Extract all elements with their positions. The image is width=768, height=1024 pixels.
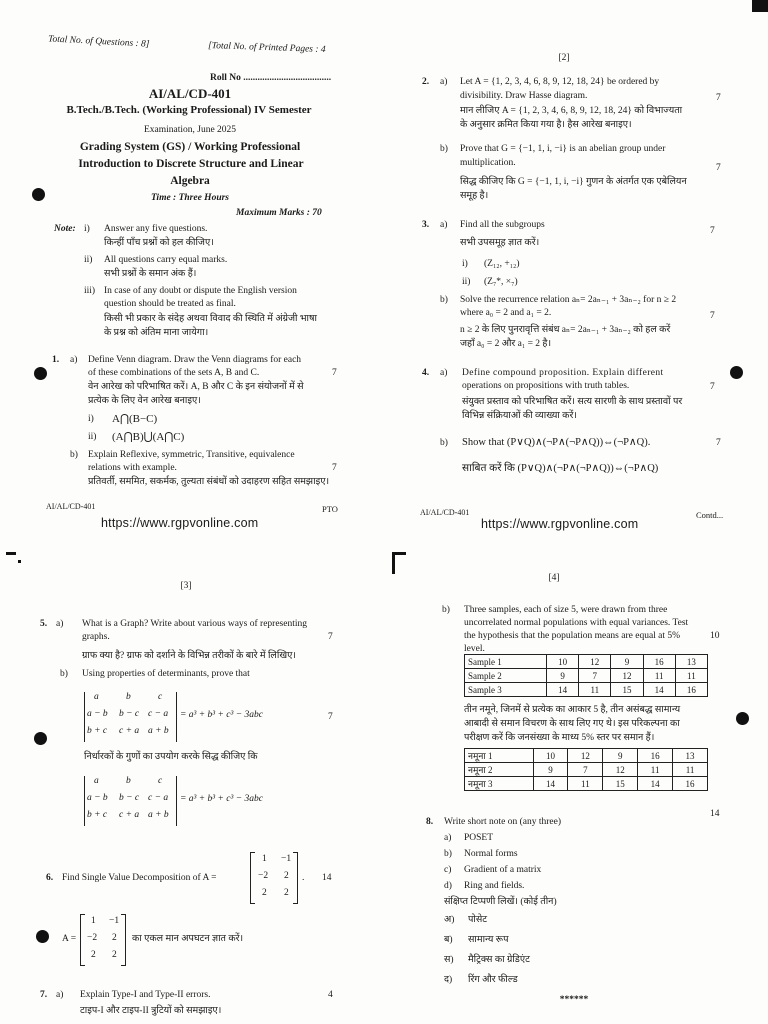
table-cell: 11 (579, 683, 611, 697)
q1a-text-1: Define Venn diagram. Draw the Venn diagrams for each (88, 355, 302, 365)
table-cell: 11 (568, 777, 603, 791)
table-cell: 14 (533, 777, 568, 791)
q2b-hindi-2: समूह है। (460, 191, 489, 201)
table-cell: 12 (603, 763, 638, 777)
q3a-label: a) (440, 220, 448, 230)
q8-item-b: Normal forms (464, 849, 518, 859)
q3a-sub-ii-group: (Z₇*, ×₇) (484, 277, 518, 287)
matrix-cell: 2 (262, 888, 267, 898)
table-cell: 7 (568, 763, 603, 777)
q1b-text-2: relations with example. (88, 463, 177, 473)
q2b-text-2: multiplication. (460, 158, 516, 168)
table-cell: 12 (568, 749, 603, 763)
grading-system: Grading System (GS) / Working Professional (79, 141, 301, 153)
total-questions: Total No. of Questions : 8] (47, 34, 150, 50)
table-cell: 15 (603, 777, 638, 791)
q2b-text-1: Prove that G = {−1, 1, i, −i} is an abelian group under (460, 144, 666, 154)
det-cell: b + c (87, 810, 108, 820)
q3b-label: b) (440, 295, 448, 305)
note-3-num: iii) (84, 286, 96, 296)
q1a-sub-ii-expression: (A⋂B)⋃(A⋂C) (112, 431, 185, 443)
det-cell: c − a (148, 793, 169, 803)
q4a-text-1: Define compound proposition. Explain different (462, 368, 664, 378)
q2-number: 2. (422, 77, 430, 87)
q6-hindi: का एकल मान अपघटन ज्ञात करें। (132, 934, 244, 944)
table-cell: नमूना 2 (465, 763, 534, 777)
subject-line-1: Introduction to Discrete Structure and Linear (78, 158, 304, 170)
table-cell: 14 (547, 683, 579, 697)
q2b-hindi-1: सिद्ध कीजिए कि G = {−1, 1, i, −i} गुणन के अंतर्गत एक एबेलियन (460, 177, 687, 187)
q3a-sub-i-label: i) (462, 259, 468, 269)
table-cell: 14 (638, 777, 673, 791)
q4a-label: a) (440, 368, 448, 378)
matrix-a (250, 852, 298, 904)
note-1-en: Answer any five questions. (104, 224, 208, 234)
q8-item-c: Gradient of a matrix (464, 865, 542, 875)
footer-url[interactable]: https://www.rgpvonline.com (101, 516, 259, 530)
table-cell: 12 (611, 669, 643, 683)
paper-code: AI/AL/CD-401 (148, 86, 232, 101)
det-cell: b (126, 692, 131, 702)
q5a-label: a) (56, 619, 64, 629)
q2a-text-2: divisibility. Draw Hasse diagram. (460, 91, 588, 101)
q7-number: 7. (40, 990, 48, 1000)
table-row (465, 669, 708, 683)
scan-edge-mark (6, 552, 16, 555)
matrix-cell: 2 (91, 950, 96, 960)
q8-hindi: संक्षिप्त टिप्पणी लिखें। (कोई तीन) (444, 897, 557, 907)
matrix-cell: 1 (91, 916, 96, 926)
table-cell: 11 (643, 669, 675, 683)
q5a-marks: 7 (328, 632, 333, 642)
q2a-marks: 7 (716, 93, 721, 103)
footer-contd: Contd... (696, 510, 724, 520)
q3a-hindi: सभी उपसमूह ज्ञात करें। (460, 238, 540, 248)
q5b-label: b) (60, 669, 68, 679)
subject-line-2: Algebra (170, 175, 210, 187)
footer-paper-code: AI/AL/CD-401 (420, 508, 470, 517)
q8-number: 8. (426, 817, 434, 827)
table-cell: 13 (675, 655, 707, 669)
table-cell: 9 (533, 763, 568, 777)
matrix-cell: −2 (258, 871, 269, 881)
note-3-hi-1: किसी भी प्रकार के संदेह अथवा विवाद की स्थिति में अंग्रेजी भाषा (104, 314, 317, 324)
det-cell: c + a (119, 726, 140, 736)
course-title: B.Tech./B.Tech. (Working Professional) IV Semester (66, 104, 312, 116)
table-row (465, 683, 708, 697)
table-cell: 13 (673, 749, 708, 763)
q5a-text-2: graphs. (82, 632, 110, 642)
q1b-label: b) (70, 450, 78, 460)
determinant (84, 692, 176, 742)
table-cell: 12 (579, 655, 611, 669)
page-number: [3] (180, 581, 192, 591)
table-cell: 7 (579, 669, 611, 683)
q3a-sub-i-group: (Z₁₂, +₁₂) (484, 259, 520, 269)
det-cell: a + b (148, 726, 169, 736)
table-row (465, 655, 708, 669)
q8-item-c-label: c) (444, 865, 452, 875)
q8-hindi-item-b: सामान्य रूप (468, 935, 509, 945)
table-cell: 16 (638, 749, 673, 763)
q5b-marks: 7 (328, 712, 333, 722)
table-cell: नमूना 1 (465, 749, 534, 763)
q3a-text: Find all the subgroups (460, 220, 545, 230)
table-cell: 9 (603, 749, 638, 763)
q1a-sub-i-expression: A⋂(B−C) (112, 413, 158, 425)
time-allowed: Time : Three Hours (150, 193, 230, 203)
sample-data-table-hindi (464, 748, 708, 791)
punch-hole-mark (36, 930, 49, 943)
sample-data-table (464, 654, 708, 697)
det-cell: a − b (87, 709, 108, 719)
page-number: [4] (548, 573, 560, 583)
q3b-marks: 7 (710, 311, 715, 321)
q4b-label: b) (440, 438, 448, 448)
table-cell: नमूना 3 (465, 777, 534, 791)
table-cell: 10 (533, 749, 568, 763)
q7a-label: a) (56, 990, 64, 1000)
scan-edge-mark (392, 552, 395, 574)
table-cell: 15 (611, 683, 643, 697)
q7b-text-4: level. (464, 644, 485, 654)
table-cell: Sample 2 (465, 669, 547, 683)
matrix-cell: −1 (109, 916, 120, 926)
q4b-text: Show that (P∨Q)∧(¬P∧(¬P∧Q))⇔(¬P∧Q). (462, 437, 651, 448)
end-of-paper-mark: ****** (559, 995, 589, 1005)
q2b-label: b) (440, 144, 448, 154)
punch-hole-mark (34, 367, 47, 380)
det-cell: a − b (87, 793, 108, 803)
q8-hindi-item-c: मैट्रिक्स का ग्रेडिएंट (468, 955, 530, 965)
q1a-text-2: of these combinations of the sets A, B and C. (88, 368, 260, 378)
det-cell: b (126, 776, 131, 786)
det-cell: c + a (119, 810, 140, 820)
table-cell: Sample 1 (465, 655, 547, 669)
matrix-cell: −1 (281, 854, 292, 864)
note-3-hi-2: के प्रश्न को अंतिम माना जायेगा। (104, 328, 209, 338)
table-cell: 9 (547, 669, 579, 683)
q2a-text-1: Let A = {1, 2, 3, 4, 6, 8, 9, 12, 18, 24} be ordered by (460, 77, 660, 87)
note-2-hi: सभी प्रश्नों के समान अंक हैं। (104, 269, 197, 279)
q5a-hindi: ग्राफ क्या है? ग्राफ को दर्शाने के विभिन्न तरीकों के बारे में लिखिए। (82, 651, 296, 661)
q8-item-d-label: d) (444, 881, 452, 891)
q7a-hindi: टाइप-I और टाइप-II त्रुटियों को समझाइए। (80, 1006, 222, 1016)
table-cell: 11 (638, 763, 673, 777)
matrix-cell: 1 (262, 854, 267, 864)
det-cell: c − a (148, 709, 169, 719)
table-row (465, 777, 708, 791)
exam-page-1 (0, 0, 384, 540)
q7b-marks: 10 (710, 631, 720, 641)
q4a-marks: 7 (710, 382, 715, 392)
q2a-label: a) (440, 77, 448, 87)
exam-page-4 (384, 540, 768, 1024)
q3-number: 3. (422, 220, 430, 230)
table-cell: 9 (611, 655, 643, 669)
table-cell: 16 (643, 655, 675, 669)
q6-hindi-prefix: A = (62, 934, 77, 944)
note-2-en: All questions carry equal marks. (104, 255, 228, 265)
q1a-marks: 7 (332, 368, 337, 378)
matrix-cell: 2 (284, 888, 289, 898)
det-cell: c (158, 776, 163, 786)
q7b-text-2: uncorrelated normal populations with equal variances. Test (464, 618, 689, 628)
q4-number: 4. (422, 368, 430, 378)
footer-paper-code: AI/AL/CD-401 (46, 502, 96, 511)
q7b-hindi-1: तीन नमूने, जिनमें से प्रत्येक का आकार 5 है, तीन असंबद्ध सामान्य (464, 705, 681, 715)
q8-item-d: Ring and fields. (464, 881, 525, 891)
q1a-sub-i-label: i) (88, 414, 94, 424)
q8-hindi-item-b-label: ब) (444, 935, 453, 945)
q8-hindi-item-c-label: स) (444, 955, 454, 965)
q5b-hindi: निर्धारकों के गुणों का उपयोग करके सिद्ध कीजिए कि (84, 752, 258, 762)
det-cell: b − c (119, 793, 140, 803)
det-cell: b + c (87, 726, 108, 736)
q1b-text-1: Explain Reflexive, symmetric, Transitive, equivalence (88, 450, 295, 460)
matrix-cell: −2 (87, 933, 98, 943)
q8-item-a: POSET (464, 833, 494, 843)
punch-hole-mark (32, 188, 45, 201)
note-1-hi: किन्हीं पाँच प्रश्नों को हल कीजिए। (104, 238, 214, 248)
scan-edge-mark (18, 560, 21, 563)
q8-hindi-item-d-label: द) (444, 975, 453, 985)
q5-number: 5. (40, 619, 48, 629)
punch-hole-mark (34, 732, 47, 745)
table-cell: 10 (547, 655, 579, 669)
det-cell: a + b (148, 810, 169, 820)
q4b-marks: 7 (716, 438, 721, 448)
q3b-text-1: Solve the recurrence relation aₙ= 2aₙ₋₁ + 3aₙ₋₂ for n ≥ 2 (460, 295, 677, 305)
scan-edge-mark (752, 0, 768, 12)
determinant-hindi (84, 776, 176, 826)
q6-marks: 14 (322, 873, 332, 883)
scan-edge-mark (392, 552, 406, 555)
table-row (465, 749, 708, 763)
table-cell: Sample 3 (465, 683, 547, 697)
determinant-rhs: = a³ + b³ + c³ − 3abc (180, 710, 263, 720)
q3a-sub-ii-label: ii) (462, 277, 471, 287)
q1b-marks: 7 (332, 463, 337, 473)
q8-item-a-label: a) (444, 833, 452, 843)
det-cell: a (94, 692, 99, 702)
note-2-num: ii) (84, 255, 93, 265)
matrix-cell: 2 (112, 933, 117, 943)
matrix-cell: 2 (284, 871, 289, 881)
page-number: [2] (558, 53, 570, 63)
footer-url[interactable]: https://www.rgpvonline.com (481, 517, 639, 531)
exam-session: Examination, June 2025 (143, 125, 237, 135)
q7b-text-1: Three samples, each of size 5, were drawn from three (464, 605, 668, 615)
table-cell: 11 (675, 669, 707, 683)
q3b-hindi-2: जहाँ a₀ = 2 और a₁ = 2 है। (460, 339, 552, 349)
q3a-marks: 7 (710, 226, 715, 236)
table-cell: 16 (673, 777, 708, 791)
q8-item-b-label: b) (444, 849, 452, 859)
max-marks: Maximum Marks : 70 (236, 208, 322, 218)
matrix-cell: 2 (112, 950, 117, 960)
q2a-hindi-1: मान लीजिए A = {1, 2, 3, 4, 6, 8, 9, 12, 18, 24} को विभाज्यता (460, 106, 683, 116)
q1a-hindi-1: वेन आरेख को परिभाषित करें। A, B और C के इन संयोजनों में से (88, 382, 304, 392)
q7b-label: b) (442, 605, 450, 615)
det-cell: c (158, 692, 163, 702)
q4a-hindi-2: विभिन्न संक्रियाओं की व्याख्या करें। (462, 411, 577, 421)
q6-number: 6. (46, 873, 54, 883)
footer-pto: PTO (322, 504, 338, 514)
q8-hindi-item-a: पोसेट (468, 915, 488, 925)
q5b-text: Using properties of determinants, prove that (82, 669, 250, 679)
q3b-hindi-1: n ≥ 2 के लिए पुनरावृत्ति संबंध aₙ= 2aₙ₋₁ + 3aₙ₋₂ को हल करें (460, 325, 671, 335)
q1a-label: a) (70, 355, 78, 365)
q5a-text-1: What is a Graph? Write about various ways of representing (82, 619, 307, 629)
note-3-en-2: question should be treated as final. (104, 299, 236, 309)
matrix-a-hindi (80, 914, 126, 966)
q8-marks: 14 (710, 809, 720, 819)
q2b-marks: 7 (716, 163, 721, 173)
q7a-marks: 4 (328, 990, 333, 1000)
q3b-text-2: where a₀ = 2 and a₁ = 2. (460, 308, 552, 318)
q1b-hindi: प्रतिवर्ती, सममित, सकर्मक, तुल्यता संबंधों को उदाहरण सहित समझाइए। (88, 477, 330, 487)
note-label: Note: (54, 224, 76, 234)
total-pages: [Total No. of Printed Pages : 4 (207, 40, 326, 56)
det-cell: b − c (119, 709, 140, 719)
q7b-hindi-2: आबादी से समान विचरण के साथ लिए गए थे। इस परिकल्पना का (464, 719, 680, 729)
q8-hindi-item-a-label: अ) (444, 915, 455, 925)
table-cell: 16 (675, 683, 707, 697)
q6-text: Find Single Value Decomposition of A = (62, 873, 217, 883)
q8-text: Write short note on (any three) (444, 817, 562, 827)
roll-no: Roll No ..................................... (210, 73, 332, 83)
exam-page-2 (384, 0, 768, 540)
q4a-hindi-1: संयुक्त प्रस्ताव को परिभाषित करें। सत्य सारणी के साथ प्रस्तावों पर (462, 397, 683, 407)
punch-hole-mark (736, 712, 749, 725)
q8-hindi-item-d: रिंग और फील्ड (468, 975, 518, 985)
note-1-num: i) (84, 224, 90, 234)
table-cell: 11 (673, 763, 708, 777)
table-row (465, 763, 708, 777)
exam-page-3: [3] 5. a) What is a Graph? Write about various ways of representing graphs. 7 ग्राफ क्या है? ग्राफ को दर्शाने के विभिन्न तरीकों के बारे में लिखिए। b) Using properties of determinants, prove that a b c a − b b − c c − a b + c c + a a + b = a³ + b³ + c³ − 3abc 7 निर्धारकों के गुणों का उपयोग करके सिद्ध कीजिए कि a b c a − b b − c c − a b + c c + a a + b = a³ + b³ + c³ − 3abc 6. Find Single Value Decomposition of A = 1 −1 −2 2 2 2 . 14 A = 1 −1 −2 2 2 2 का एकल मान अपघटन ज्ञात करें। 7. a) Explain Type-I and Type-II errors. 4 टाइप-I और टाइप-II त्रुटियों को समझाइए। (0, 540, 384, 1024)
det-cell: a (94, 776, 99, 786)
q2a-hindi-2: के अनुसार क्रमित किया गया है। हैस आरेख बनाइए। (460, 120, 632, 130)
q1-number: 1. (52, 355, 60, 365)
q7b-text-3: the hypothesis that the population means are equal at 5% (464, 631, 681, 641)
q7a-text: Explain Type-I and Type-II errors. (80, 990, 211, 1000)
table-cell: 14 (643, 683, 675, 697)
q4a-text-2: operations on propositions with truth tables. (462, 381, 630, 391)
q1a-sub-ii-label: ii) (88, 432, 97, 442)
punch-hole-mark (730, 366, 743, 379)
determinant-rhs: = a³ + b³ + c³ − 3abc (180, 794, 263, 804)
q7b-hindi-3: परीक्षण करें कि जनसंख्या के माध्य 5% स्तर पर समान हैं। (464, 733, 655, 743)
q4b-hindi: साबित करें कि (P∨Q)∧(¬P∧(¬P∧Q))⇔(¬P∧Q) (462, 463, 659, 474)
q1a-hindi-2: प्रत्येक के लिए वेन आरेख बनाइए। (88, 396, 201, 406)
note-3-en-1: In case of any doubt or dispute the English version (104, 286, 297, 296)
